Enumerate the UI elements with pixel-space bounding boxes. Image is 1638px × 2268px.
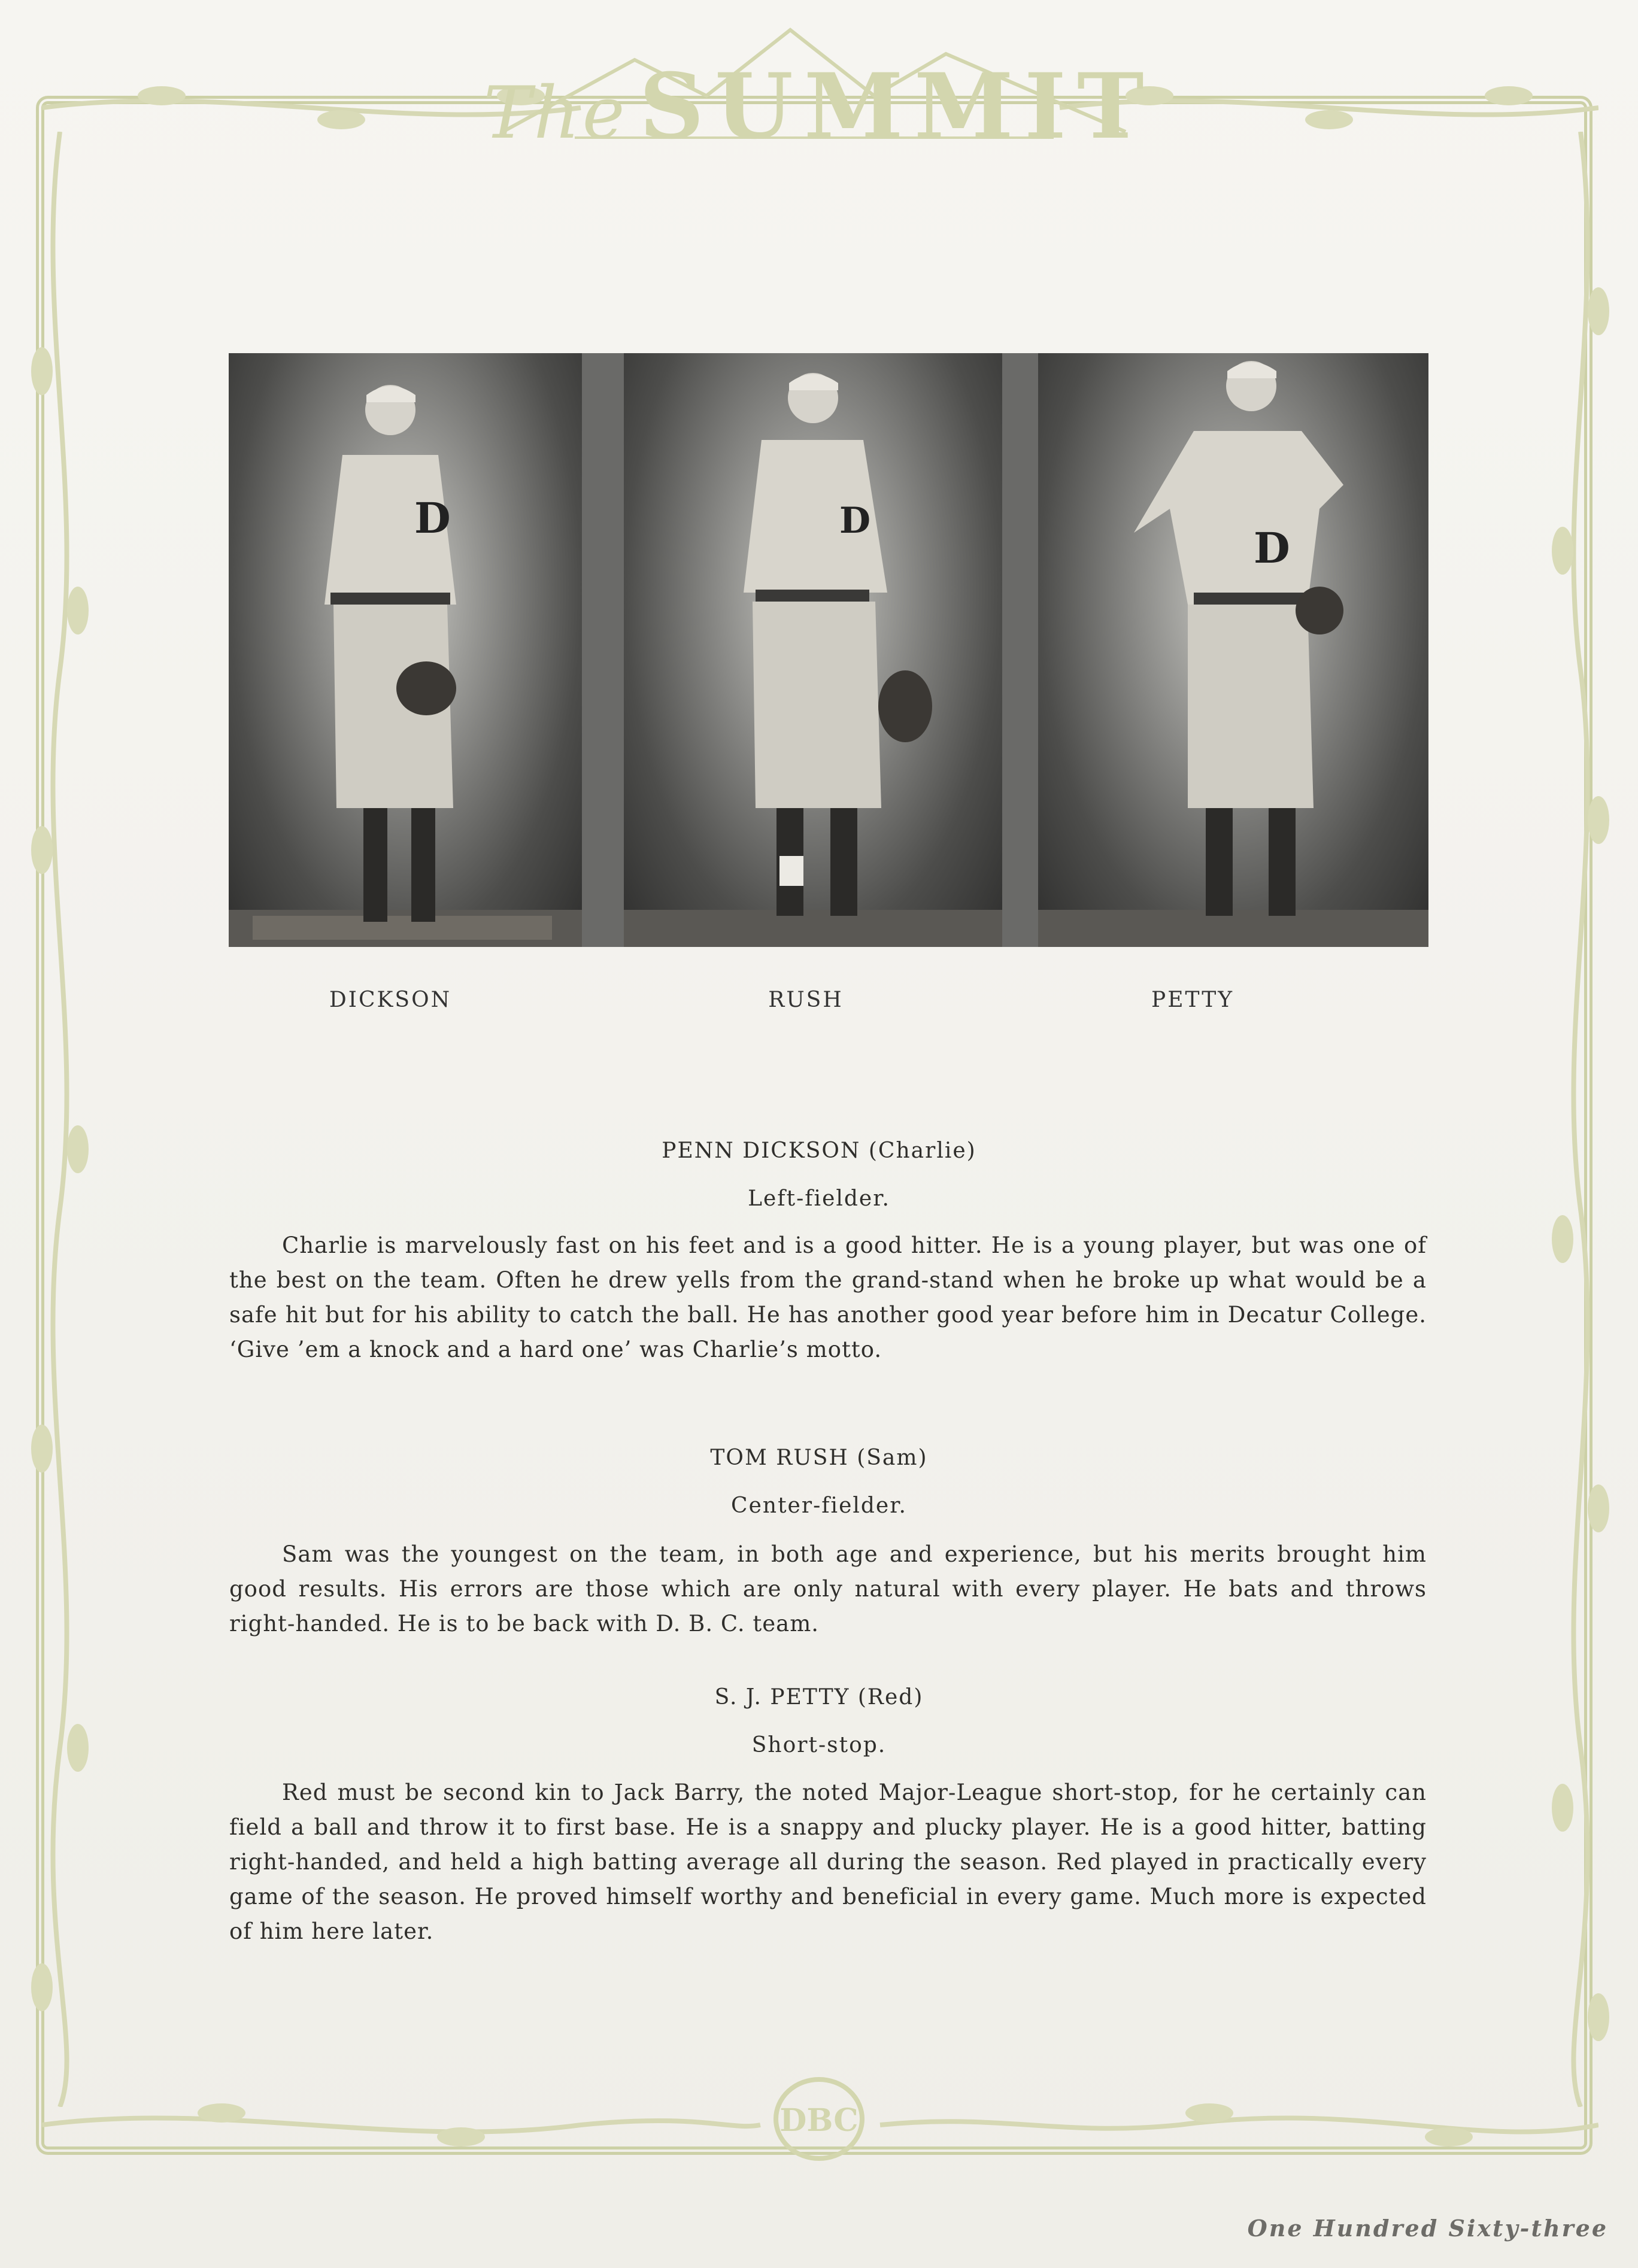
photo-dickson: [229, 353, 582, 947]
rush-jersey-letter: D: [839, 500, 871, 542]
dickson-jersey-letter: D: [414, 493, 451, 543]
player-position-dickson: Left-fielder.: [748, 1186, 890, 1211]
caption-rush: RUSH: [768, 988, 844, 1012]
masthead-title: SUMMIT: [639, 54, 1155, 159]
photo-divider: [1002, 353, 1038, 947]
player-name-rush: TOM RUSH (Sam): [710, 1446, 928, 1470]
caption-petty: PETTY: [1151, 988, 1234, 1012]
dbc-emblem-text: DBC: [779, 2102, 859, 2139]
petty-jersey-letter: D: [1254, 523, 1290, 573]
yearbook-masthead: [0, 54, 1638, 159]
player-bio-rush: [229, 1537, 1427, 1641]
photo-divider: [582, 353, 624, 947]
right-vine-ornament: [1545, 132, 1616, 2107]
player-name-dickson: PENN DICKSON (Charlie): [662, 1138, 976, 1163]
page-number: One Hundred Sixty-three: [1247, 2215, 1608, 2242]
player-bio-dickson: [229, 1228, 1427, 1367]
left-vine-ornament: [24, 132, 96, 2107]
dbc-emblem: [771, 2071, 867, 2167]
player-position-rush: Center-fielder.: [731, 1493, 907, 1518]
player-name-petty: S. J. PETTY (Red): [714, 1685, 924, 1710]
photo-petty: [1038, 353, 1428, 947]
masthead-the: The: [483, 72, 627, 155]
photo-rush: [624, 353, 1002, 947]
caption-dickson: DICKSON: [329, 988, 452, 1012]
player-bio-petty-text: Red must be second kin to Jack Barry, the noted Major-League short-stop, for he certainly can field a ball and throw it to first base. He is a snappy and plucky player. He is a good hitter, batting right-handed, and held a high batting average all during the season. Red played in practically every game of the season. He proved himself worthy and beneficial in every game. Much more is expected of him here later.: [229, 1780, 1427, 1944]
player-bio-petty: [229, 1775, 1427, 1949]
player-bio-rush-text: Sam was the youngest on the team, in both age and experience, but his merits brought him good results. His errors are those which are only natural with every player. He bats and throws right-handed. He is to be back with D. B. C. team.: [229, 1541, 1427, 1637]
player-photos: [229, 353, 1428, 947]
player-position-petty: Short-stop.: [751, 1733, 887, 1757]
player-bio-dickson-text: Charlie is marvelously fast on his feet and is a good hitter. He is a young player, but was one of the best on the team. Often he drew yells from the grand-stand when he broke up what would be a safe hit but for his ability to catch the ball. He has another good year before him in Decatur College. ‘Give ’em a knock and a hard one’ was Charlie’s motto.: [229, 1232, 1427, 1362]
